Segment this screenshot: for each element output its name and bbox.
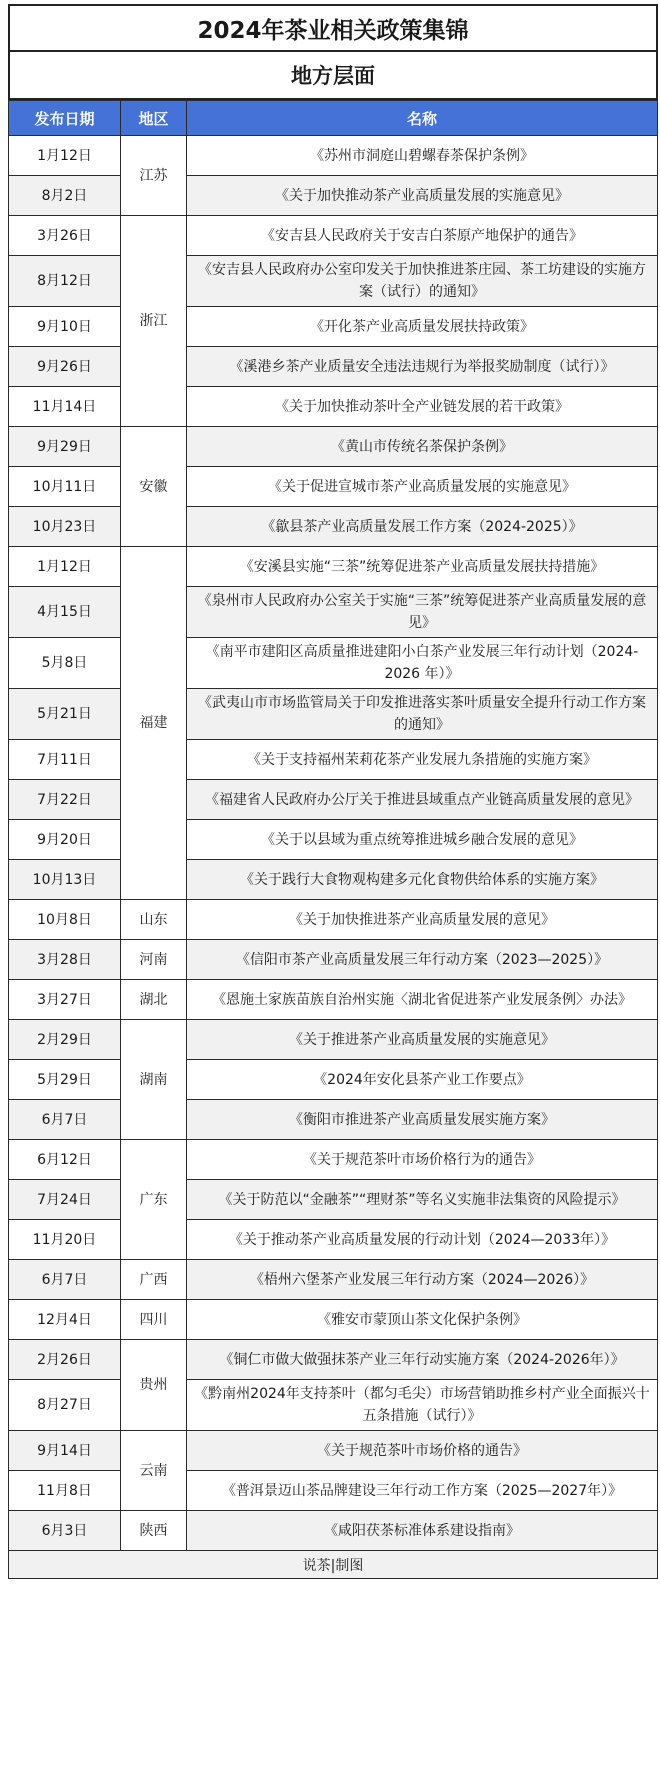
date-cell: 5月29日 xyxy=(9,1060,121,1100)
policy-name-cell: 《南平市建阳区高质量推进建阳小白茶产业发展三年行动计划（2024-2026 年）》 xyxy=(187,638,658,689)
region-cell: 湖北 xyxy=(121,980,187,1020)
policy-name-cell: 《安吉县人民政府办公室印发关于加快推进茶庄园、茶工坊建设的实施方案（试行）的通知》 xyxy=(187,256,658,307)
table-body xyxy=(9,136,658,1551)
table-row xyxy=(9,547,658,587)
policy-name-cell: 《安吉县人民政府关于安吉白茶原产地保护的通告》 xyxy=(187,216,658,256)
table-row xyxy=(9,780,658,820)
date-cell: 2月26日 xyxy=(9,1340,121,1380)
date-cell: 11月8日 xyxy=(9,1471,121,1511)
region-cell: 福建 xyxy=(121,547,187,900)
date-cell: 12月4日 xyxy=(9,1300,121,1340)
table-row xyxy=(9,256,658,307)
date-cell: 4月15日 xyxy=(9,587,121,638)
date-cell: 3月27日 xyxy=(9,980,121,1020)
policy-name-cell: 《咸阳茯茶标准体系建设指南》 xyxy=(187,1511,658,1551)
policy-name-cell: 《关于防范以“金融茶”“理财茶”等名义实施非法集资的风险提示》 xyxy=(187,1180,658,1220)
date-cell: 9月10日 xyxy=(9,307,121,347)
table-row xyxy=(9,860,658,900)
table-row xyxy=(9,1260,658,1300)
table-row xyxy=(9,587,658,638)
table-row xyxy=(9,1431,658,1471)
date-cell: 10月11日 xyxy=(9,467,121,507)
table-row xyxy=(9,1380,658,1431)
region-cell: 湖南 xyxy=(121,1020,187,1140)
date-cell: 6月7日 xyxy=(9,1260,121,1300)
table-row xyxy=(9,980,658,1020)
policy-name-cell: 《关于加快推动茶产业高质量发展的实施意见》 xyxy=(187,176,658,216)
policy-name-cell: 《雅安市蒙顶山茶文化保护条例》 xyxy=(187,1300,658,1340)
table-row xyxy=(9,1300,658,1340)
date-cell: 9月29日 xyxy=(9,427,121,467)
policy-name-cell: 《黄山市传统名茶保护条例》 xyxy=(187,427,658,467)
policy-name-cell: 《关于加快推动茶叶全产业链发展的若干政策》 xyxy=(187,387,658,427)
table-row xyxy=(9,1100,658,1140)
table-row xyxy=(9,307,658,347)
region-cell: 广东 xyxy=(121,1140,187,1260)
policy-name-cell: 《关于践行大食物观构建多元化食物供给体系的实施方案》 xyxy=(187,860,658,900)
policy-name-cell: 《关于推进茶产业高质量发展的实施意见》 xyxy=(187,1020,658,1060)
region-cell: 广西 xyxy=(121,1260,187,1300)
policy-name-cell: 《歙县茶产业高质量发展工作方案（2024-2025）》 xyxy=(187,507,658,547)
table-row xyxy=(9,176,658,216)
table-row xyxy=(9,900,658,940)
region-cell: 浙江 xyxy=(121,216,187,427)
region-cell: 贵州 xyxy=(121,1340,187,1431)
header-region: 地区 xyxy=(121,101,187,136)
date-cell: 11月20日 xyxy=(9,1220,121,1260)
table-row xyxy=(9,1020,658,1060)
date-cell: 6月3日 xyxy=(9,1511,121,1551)
region-cell: 江苏 xyxy=(121,136,187,216)
date-cell: 7月22日 xyxy=(9,780,121,820)
date-cell: 10月13日 xyxy=(9,860,121,900)
policy-name-cell: 《泉州市人民政府办公室关于实施“三茶”统筹促进茶产业高质量发展的意见》 xyxy=(187,587,658,638)
date-cell: 8月2日 xyxy=(9,176,121,216)
date-cell: 6月7日 xyxy=(9,1100,121,1140)
header-name: 名称 xyxy=(187,101,658,136)
policy-name-cell: 《黔南州2024年支持茶叶（都匀毛尖）市场营销助推乡村产业全面振兴十五条措施（试行）》 xyxy=(187,1380,658,1431)
table-row xyxy=(9,1060,658,1100)
policy-name-cell: 《梧州六堡茶产业发展三年行动方案（2024—2026）》 xyxy=(187,1260,658,1300)
policy-name-cell: 《关于规范茶叶市场价格的通告》 xyxy=(187,1431,658,1471)
policy-page xyxy=(8,4,658,1579)
policy-name-cell: 《苏州市洞庭山碧螺春茶保护条例》 xyxy=(187,136,658,176)
region-cell: 山东 xyxy=(121,900,187,940)
table-row xyxy=(9,507,658,547)
date-cell: 5月8日 xyxy=(9,638,121,689)
region-cell: 河南 xyxy=(121,940,187,980)
table-row xyxy=(9,638,658,689)
date-cell: 11月14日 xyxy=(9,387,121,427)
region-cell: 安徽 xyxy=(121,427,187,547)
table-row xyxy=(9,689,658,740)
date-cell: 2月29日 xyxy=(9,1020,121,1060)
table-row xyxy=(9,1340,658,1380)
region-cell: 陕西 xyxy=(121,1511,187,1551)
table-row xyxy=(9,136,658,176)
policy-name-cell: 《溪港乡茶产业质量安全违法违规行为举报奖励制度（试行）》 xyxy=(187,347,658,387)
policy-name-cell: 《2024年安化县茶产业工作要点》 xyxy=(187,1060,658,1100)
policy-name-cell: 《关于加快推进茶产业高质量发展的意见》 xyxy=(187,900,658,940)
policy-name-cell: 《武夷山市市场监管局关于印发推进落实茶叶质量安全提升行动工作方案的通知》 xyxy=(187,689,658,740)
date-cell: 1月12日 xyxy=(9,136,121,176)
policy-name-cell: 《关于促进宣城市茶产业高质量发展的实施意见》 xyxy=(187,467,658,507)
policy-name-cell: 《衡阳市推进茶产业高质量发展实施方案》 xyxy=(187,1100,658,1140)
table-row xyxy=(9,347,658,387)
policy-name-cell: 《信阳市茶产业高质量发展三年行动方案（2023—2025）》 xyxy=(187,940,658,980)
date-cell: 9月14日 xyxy=(9,1431,121,1471)
policy-table xyxy=(8,100,658,1551)
region-cell: 云南 xyxy=(121,1431,187,1511)
policy-name-cell: 《开化茶产业高质量发展扶持政策》 xyxy=(187,307,658,347)
table-row xyxy=(9,216,658,256)
table-header-row xyxy=(9,101,658,136)
table-row xyxy=(9,467,658,507)
table-row xyxy=(9,1220,658,1260)
table-row xyxy=(9,1471,658,1511)
page-title: 2024年茶业相关政策集锦 xyxy=(8,4,658,52)
table-row xyxy=(9,427,658,467)
table-row xyxy=(9,820,658,860)
date-cell: 3月28日 xyxy=(9,940,121,980)
policy-name-cell: 《普洱景迈山茶品牌建设三年行动工作方案（2025—2027年）》 xyxy=(187,1471,658,1511)
footer-credit: 说茶|制图 xyxy=(8,1551,658,1579)
date-cell: 7月11日 xyxy=(9,740,121,780)
policy-name-cell: 《福建省人民政府办公厅关于推进县域重点产业链高质量发展的意见》 xyxy=(187,780,658,820)
policy-name-cell: 《恩施土家族苗族自治州实施〈湖北省促进茶产业发展条例〉办法》 xyxy=(187,980,658,1020)
date-cell: 10月23日 xyxy=(9,507,121,547)
section-subtitle: 地方层面 xyxy=(8,52,658,100)
region-cell: 四川 xyxy=(121,1300,187,1340)
policy-name-cell: 《安溪县实施“三茶”统筹促进茶产业高质量发展扶持措施》 xyxy=(187,547,658,587)
date-cell: 3月26日 xyxy=(9,216,121,256)
date-cell: 7月24日 xyxy=(9,1180,121,1220)
date-cell: 9月26日 xyxy=(9,347,121,387)
table-row xyxy=(9,1180,658,1220)
table-row xyxy=(9,740,658,780)
table-row xyxy=(9,1511,658,1551)
header-date: 发布日期 xyxy=(9,101,121,136)
date-cell: 1月12日 xyxy=(9,547,121,587)
date-cell: 8月27日 xyxy=(9,1380,121,1431)
table-row xyxy=(9,387,658,427)
policy-name-cell: 《铜仁市做大做强抹茶产业三年行动实施方案（2024-2026年）》 xyxy=(187,1340,658,1380)
date-cell: 9月20日 xyxy=(9,820,121,860)
date-cell: 8月12日 xyxy=(9,256,121,307)
date-cell: 6月12日 xyxy=(9,1140,121,1180)
table-row xyxy=(9,940,658,980)
date-cell: 5月21日 xyxy=(9,689,121,740)
policy-name-cell: 《关于推动茶产业高质量发展的行动计划（2024—2033年）》 xyxy=(187,1220,658,1260)
policy-name-cell: 《关于规范茶叶市场价格行为的通告》 xyxy=(187,1140,658,1180)
policy-name-cell: 《关于以县域为重点统筹推进城乡融合发展的意见》 xyxy=(187,820,658,860)
table-row xyxy=(9,1140,658,1180)
policy-name-cell: 《关于支持福州茉莉花茶产业发展九条措施的实施方案》 xyxy=(187,740,658,780)
date-cell: 10月8日 xyxy=(9,900,121,940)
